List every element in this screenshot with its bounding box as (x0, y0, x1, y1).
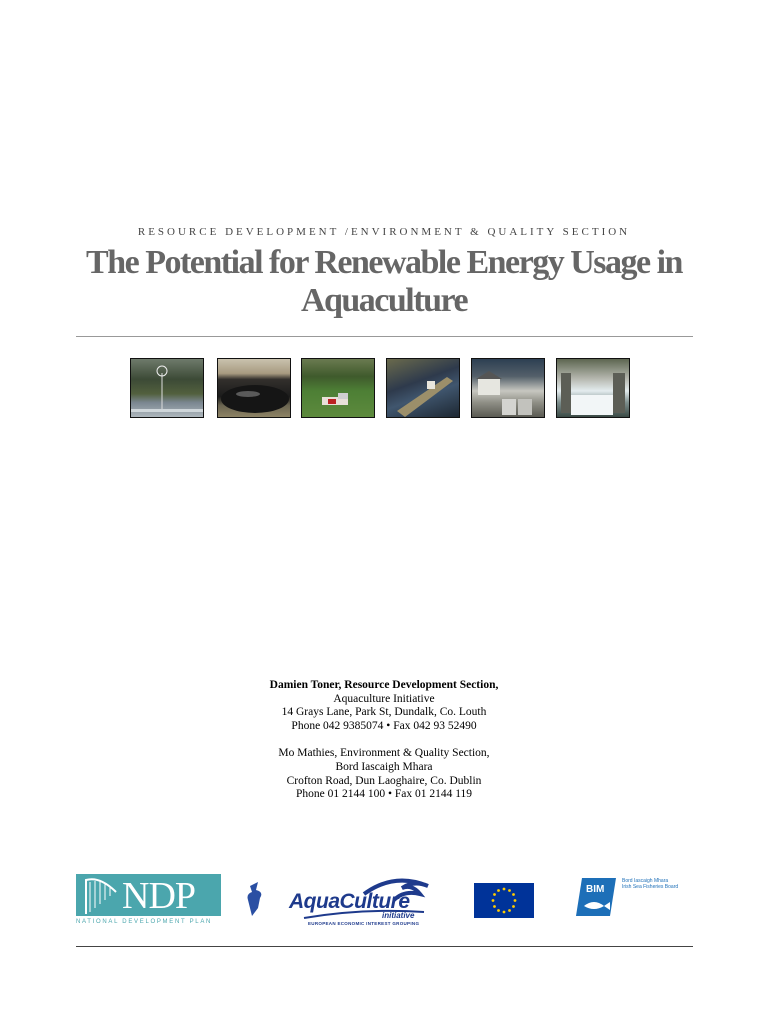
bim-logo (576, 876, 706, 920)
aquaculture-logo (244, 872, 434, 932)
contact-2-org: Bord Iascaigh Mhara (335, 760, 433, 773)
ndp-subtitle: NATIONAL DEVELOPMENT PLAN (76, 919, 213, 925)
contact-2-name: Mo Mathies, Environment & Quality Section, (278, 747, 490, 760)
farm-building-icon (302, 359, 375, 418)
bim-text (622, 878, 678, 890)
photo-tanks-shed (471, 358, 545, 418)
bim-mark: BIM (586, 884, 605, 895)
photo-strip (130, 358, 634, 420)
photo-weir (556, 358, 630, 418)
windmill-icon (131, 359, 204, 418)
title-line-1: The Potential for Renewable Energy Usage in (86, 244, 682, 281)
river-icon (387, 359, 460, 418)
ndp-mark: NDP (122, 875, 196, 917)
contact-block (0, 679, 768, 802)
photo-farm-building (301, 358, 375, 418)
tanks-icon (472, 359, 545, 418)
photo-biogas-tank (217, 358, 291, 418)
contact-1-address: 14 Grays Lane, Park St, Dundalk, Co. Louth (281, 706, 487, 719)
contact-2-address: Crofton Road, Dun Laoghaire, Co. Dublin (286, 774, 482, 787)
eu-flag (474, 883, 534, 918)
bim-fish-icon (576, 876, 620, 920)
photo-windmill (130, 358, 204, 418)
contact-1-org: Aquaculture Initiative (333, 692, 435, 705)
harp-icon (78, 874, 122, 916)
weir-icon (557, 359, 630, 418)
footer-divider (76, 946, 693, 947)
aquaculture-tagline: EUROPEAN ECONOMIC INTEREST GROUPING (308, 921, 420, 926)
contact-1-name: Damien Toner, Resource Development Section, (269, 679, 499, 691)
contact-2-phone: Phone 01 2144 100 • Fax 01 2144 119 (295, 788, 473, 801)
document-title (40, 244, 728, 320)
aquaculture-wordmark: AquaCulture (289, 890, 410, 913)
bim-line-2: Irish Sea Fisheries Board (622, 884, 679, 890)
section-label: RESOURCE DEVELOPMENT /ENVIRONMENT & QUALITY SECTION (137, 226, 631, 238)
photo-hydro-river (386, 358, 460, 418)
title-line-2: Aquaculture (300, 282, 468, 319)
aquaculture-initiative: initiative (382, 911, 415, 920)
ndp-logo (76, 874, 221, 928)
tank-icon (218, 359, 291, 418)
contact-1-phone: Phone 042 9385074 • Fax 042 93 52490 (291, 719, 477, 732)
bim-line-1: Bord Iascaigh Mhara (622, 878, 669, 884)
eu-flag-icon (474, 883, 534, 918)
title-divider (76, 336, 693, 337)
